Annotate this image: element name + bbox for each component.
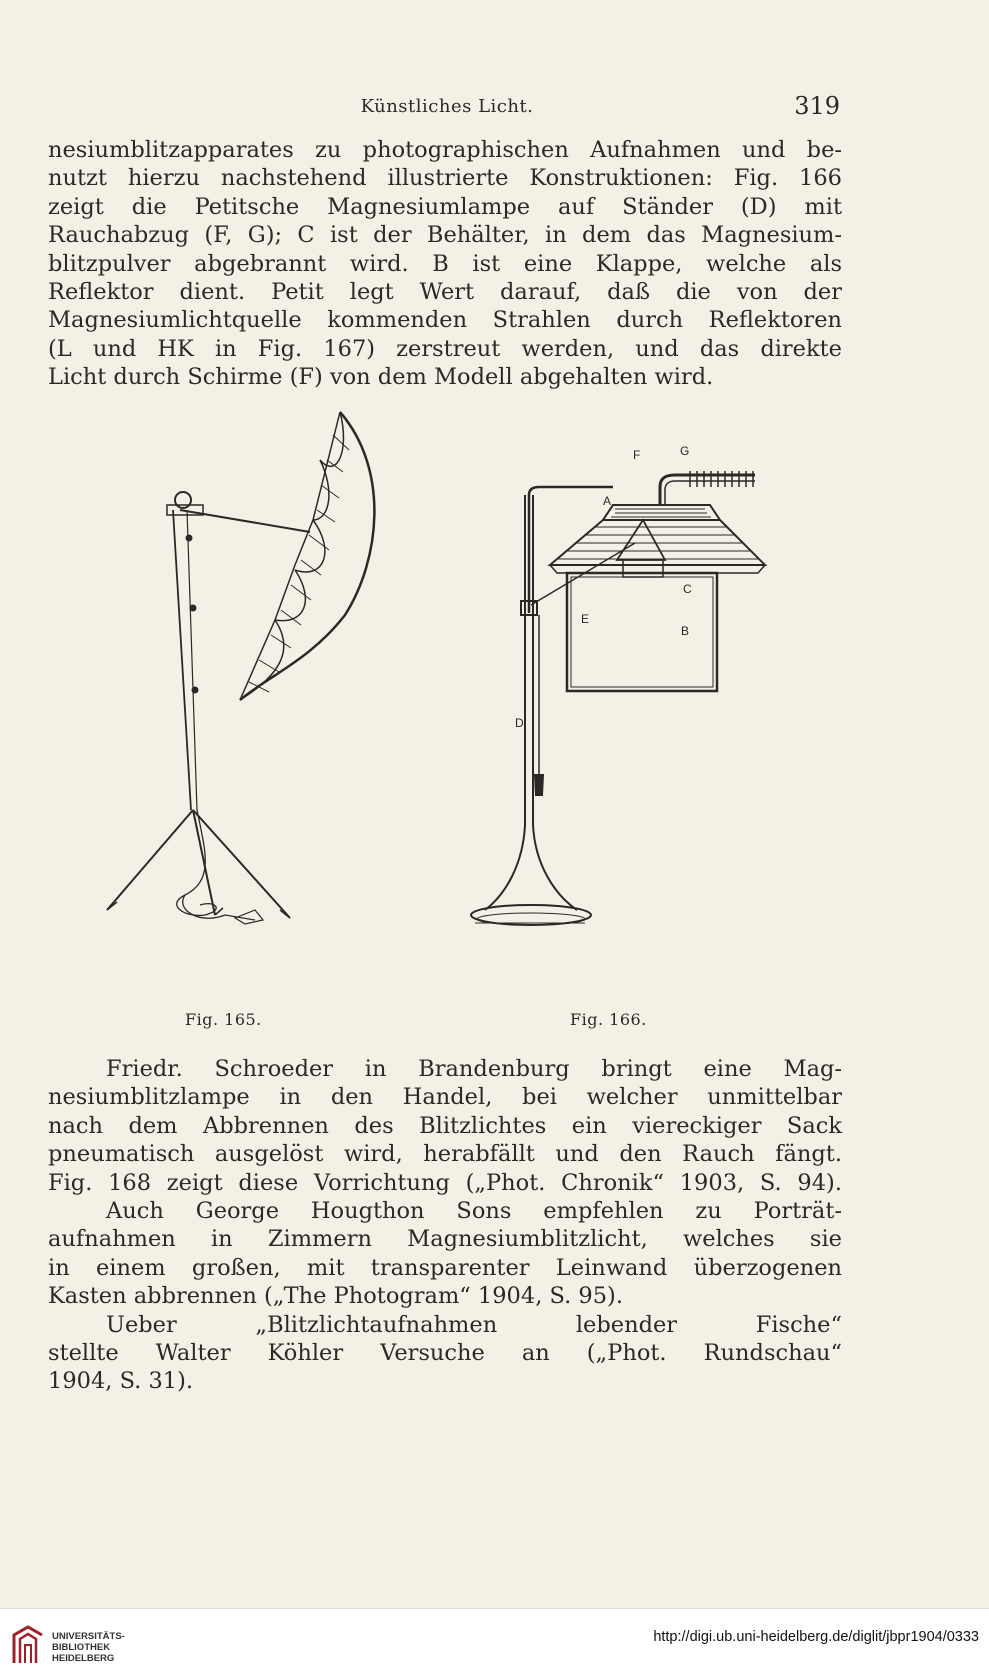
text-line: Rauchabzug (F, G); C ist der Behälter, in dem das Magnesium- <box>48 222 842 249</box>
figure-165-illustration <box>105 410 335 1000</box>
label-A: A <box>603 494 612 508</box>
text-line: Fig. 168 zeigt diese Vorrichtung („Phot. Chronik“ 1903, S. 94). <box>48 1169 842 1196</box>
label-D: D <box>515 716 524 730</box>
permalink-url[interactable]: http://digi.ub.uni-heidelberg.de/diglit/jbpr1904/0333 <box>653 1629 979 1645</box>
text-line: stellte Walter Köhler Versuche an („Phot. Rundschau“ <box>48 1339 842 1366</box>
figure-165 <box>105 410 335 1000</box>
figure-166-illustration <box>515 444 775 995</box>
text-line: zeigt die Petitsche Magnesiumlampe auf Ständer (D) mit <box>48 193 842 220</box>
page-number: 319 <box>794 92 840 120</box>
label-F: F <box>633 448 641 462</box>
label-C: C <box>683 582 692 596</box>
text-line: nesiumblitzlampe in den Handel, bei welcher unmittelbar <box>48 1084 842 1111</box>
text-line: 1904, S. 31). <box>48 1368 194 1395</box>
text-line: Auch George Hougthon Sons empfehlen zu Porträt- <box>106 1197 842 1224</box>
text-line: nesiumblitzapparates zu photographischen Aufnahmen und be- <box>48 137 842 163</box>
text-line: blitzpulver abgebrannt wird. B ist eine Klappe, welche als <box>48 250 842 277</box>
text-line: Magnesiumlichtquelle kommenden Strahlen durch Reflektoren <box>48 307 842 334</box>
paragraph-block-bottom <box>48 1055 842 1396</box>
library-logo[interactable] <box>10 1623 140 1669</box>
text-line: aufnahmen in Zimmern Magnesiumblitzlicht, welches sie <box>48 1226 842 1253</box>
label-E: E <box>581 612 590 626</box>
text-line: nutzt hierzu nachstehend illustrierte Konstruktionen: Fig. 166 <box>48 165 842 192</box>
figure-166 <box>515 444 775 995</box>
library-seal-icon <box>10 1623 48 1667</box>
text-line: (L und HK in Fig. 167) zerstreut werden, und das direkte <box>48 335 842 362</box>
text-line: Licht durch Schirme (F) von dem Modell abgehalten wird. <box>48 364 714 391</box>
text-line: Kasten abbrennen („The Photogram“ 1904, S. 95). <box>48 1283 623 1310</box>
library-name: UNIVERSITÄTS- BIBLIOTHEK HEIDELBERG <box>52 1631 125 1664</box>
text-line: in einem großen, mit transparenter Leinwand überzogenen <box>48 1254 842 1281</box>
label-B: B <box>681 624 690 638</box>
text-line: nach dem Abbrennen des Blitzlichtes ein viereckiger Sack <box>48 1112 842 1139</box>
figure-166-caption: Fig. 166. <box>570 1010 647 1029</box>
text-line: Friedr. Schroeder in Brandenburg bringt eine Mag- <box>106 1056 842 1082</box>
text-line: Ueber „Blitzlichtaufnahmen lebender Fische“ <box>106 1311 842 1338</box>
text-line: pneumatisch ausgelöst wird, herabfällt und den Rauch fängt. <box>48 1141 842 1168</box>
paragraph-block-top <box>48 136 842 392</box>
running-head <box>50 92 844 122</box>
text-line: Reflektor dient. Petit legt Wert darauf, daß die von der <box>48 278 842 305</box>
figure-165-caption: Fig. 165. <box>185 1010 262 1029</box>
running-title: Künstliches Licht. <box>360 96 534 117</box>
viewer-footer <box>0 1608 989 1679</box>
label-G: G <box>680 444 690 458</box>
